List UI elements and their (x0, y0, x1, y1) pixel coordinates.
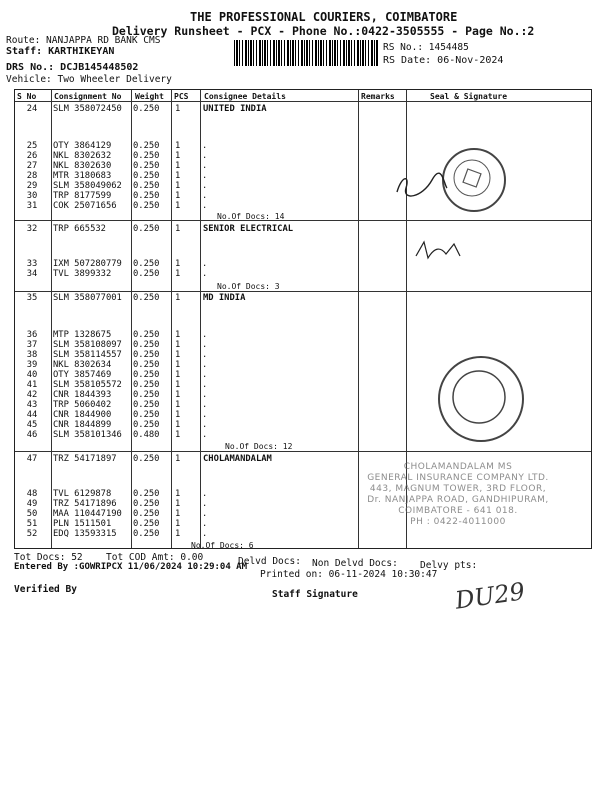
table-row: 51 PLN 1511501 0.250 1 . (26, 519, 208, 529)
table-row: 24 SLM 358072450 0.250 1 UNITED INDIA (26, 104, 267, 114)
table-row: 38 SLM 358114557 0.250 1 . (26, 350, 208, 360)
no-of-docs: No.Of Docs: 3 (217, 282, 280, 291)
col-sno: S No (17, 92, 37, 101)
verified-by: Verified By (14, 584, 77, 595)
entered-by: Entered By :GOWRIPCX 11/06/2024 10:29:04 AM (14, 562, 247, 572)
no-of-docs: No.Of Docs: 14 (217, 212, 285, 221)
table-row: 36 MTP 1328675 0.250 1 . (26, 330, 208, 340)
table-row: 39 NKL 8302634 0.250 1 . (26, 360, 208, 370)
consignee-name: CHOLAMANDALAM (203, 454, 272, 464)
runsheet-line: Delivery Runsheet - PCX - Phone No.:0422-3505555 - Page No.:2 (112, 24, 535, 38)
delivery-points: Delvy pts: (420, 560, 478, 571)
col-remarks: Remarks (361, 92, 395, 101)
table-row: 32 TRP 665532 0.250 1 SENIOR ELECTRICAL (26, 224, 294, 234)
table-row: 28 MTR 3180683 0.250 1 . (26, 171, 208, 181)
table-row: 42 CNR 1844393 0.250 1 . (26, 390, 208, 400)
table-row: 47 TRZ 54171897 0.250 1 CHOLAMANDALAM (26, 454, 272, 464)
col-seal-signature: Seal & Signature (430, 92, 508, 101)
col-pcs: PCS (174, 92, 189, 101)
table-row: 52 EDQ 13593315 0.250 1 . (26, 529, 208, 539)
table-row: 29 SLM 358049062 0.250 1 . (26, 181, 208, 191)
table-row: 46 SLM 358101346 0.480 1 . (26, 430, 208, 440)
table-row: 41 SLM 358105572 0.250 1 . (26, 380, 208, 390)
staff-signature: Staff Signature (272, 589, 358, 600)
delivered-docs: Delvd Docs: (238, 556, 301, 567)
handwritten-note: DU29 (453, 577, 527, 615)
col-consignment: Consignment No (54, 92, 122, 101)
cholamandalam-seal: CHOLAMANDALAM MS GENERAL INSURANCE COMPANY LTD. 443, MAGNUM TOWER, 3RD FLOOR, Dr. NANJAPPA ROAD, GANDHIPURAM, COIMBATORE - 641 018. PH : 0422-4011000 (367, 462, 549, 527)
barcode (234, 40, 378, 66)
printed-on: Printed on: 06-11-2024 10:30:47 (260, 569, 438, 580)
route: Route: NANJAPPA RD BANK CMS (6, 35, 161, 46)
consignee-name: MD INDIA (203, 293, 246, 303)
table-row: 50 MAA 110447190 0.250 1 . (26, 509, 208, 519)
col-consignee: Consignee Details (204, 92, 286, 101)
drs-number: DRS No.: DCJB145448502 (6, 62, 139, 73)
signature-mark (410, 236, 470, 266)
table-row: 44 CNR 1844900 0.250 1 . (26, 410, 208, 420)
signature-mark (392, 170, 452, 200)
col-weight: Weight (135, 92, 164, 101)
total-cod-amount: Tot COD Amt: 0.00 (106, 552, 204, 563)
table-row: 35 SLM 358077001 0.250 1 MD INDIA (26, 293, 246, 303)
table-row: 40 OTY 3857469 0.250 1 . (26, 370, 208, 380)
table-row: 27 NKL 8302630 0.250 1 . (26, 161, 208, 171)
vehicle: Vehicle: Two Wheeler Delivery (6, 74, 172, 85)
table-row: 26 NKL 8302632 0.250 1 . (26, 151, 208, 161)
table-row: 37 SLM 358108097 0.250 1 . (26, 340, 208, 350)
total-docs: Tot Docs: 52 (14, 552, 83, 563)
table-row: 49 TRZ 54171896 0.250 1 . (26, 499, 208, 509)
table-row: 31 COK 25071656 0.250 1 . (26, 201, 208, 211)
rs-date: RS Date: 06-Nov-2024 (383, 55, 504, 66)
no-of-docs: No.Of Docs: 12 (225, 442, 293, 451)
table-row: 34 TVL 3899332 0.250 1 . (26, 269, 208, 279)
table-row: 48 TVL 6129878 0.250 1 . (26, 489, 208, 499)
table-row: 45 CNR 1844899 0.250 1 . (26, 420, 208, 430)
staff-name: Staff: KARTHIKEYAN (6, 46, 115, 57)
consignee-name: SENIOR ELECTRICAL (203, 224, 294, 234)
table-row: 33 IXM 507280779 0.250 1 . (26, 259, 208, 269)
table-row: 25 OTY 3864129 0.250 1 . (26, 141, 208, 151)
consignee-name: UNITED INDIA (203, 104, 267, 114)
md-india-seal (438, 356, 524, 442)
company-title: THE PROFESSIONAL COURIERS, COIMBATORE (190, 10, 458, 24)
non-delivered-docs: Non Delvd Docs: (312, 558, 398, 569)
rs-number: RS No.: 1454485 (383, 42, 469, 53)
table-row: 30 TRP 8177599 0.250 1 . (26, 191, 208, 201)
table-row: 43 TRP 5060402 0.250 1 . (26, 400, 208, 410)
no-of-docs: No.Of Docs: 6 (191, 541, 254, 550)
